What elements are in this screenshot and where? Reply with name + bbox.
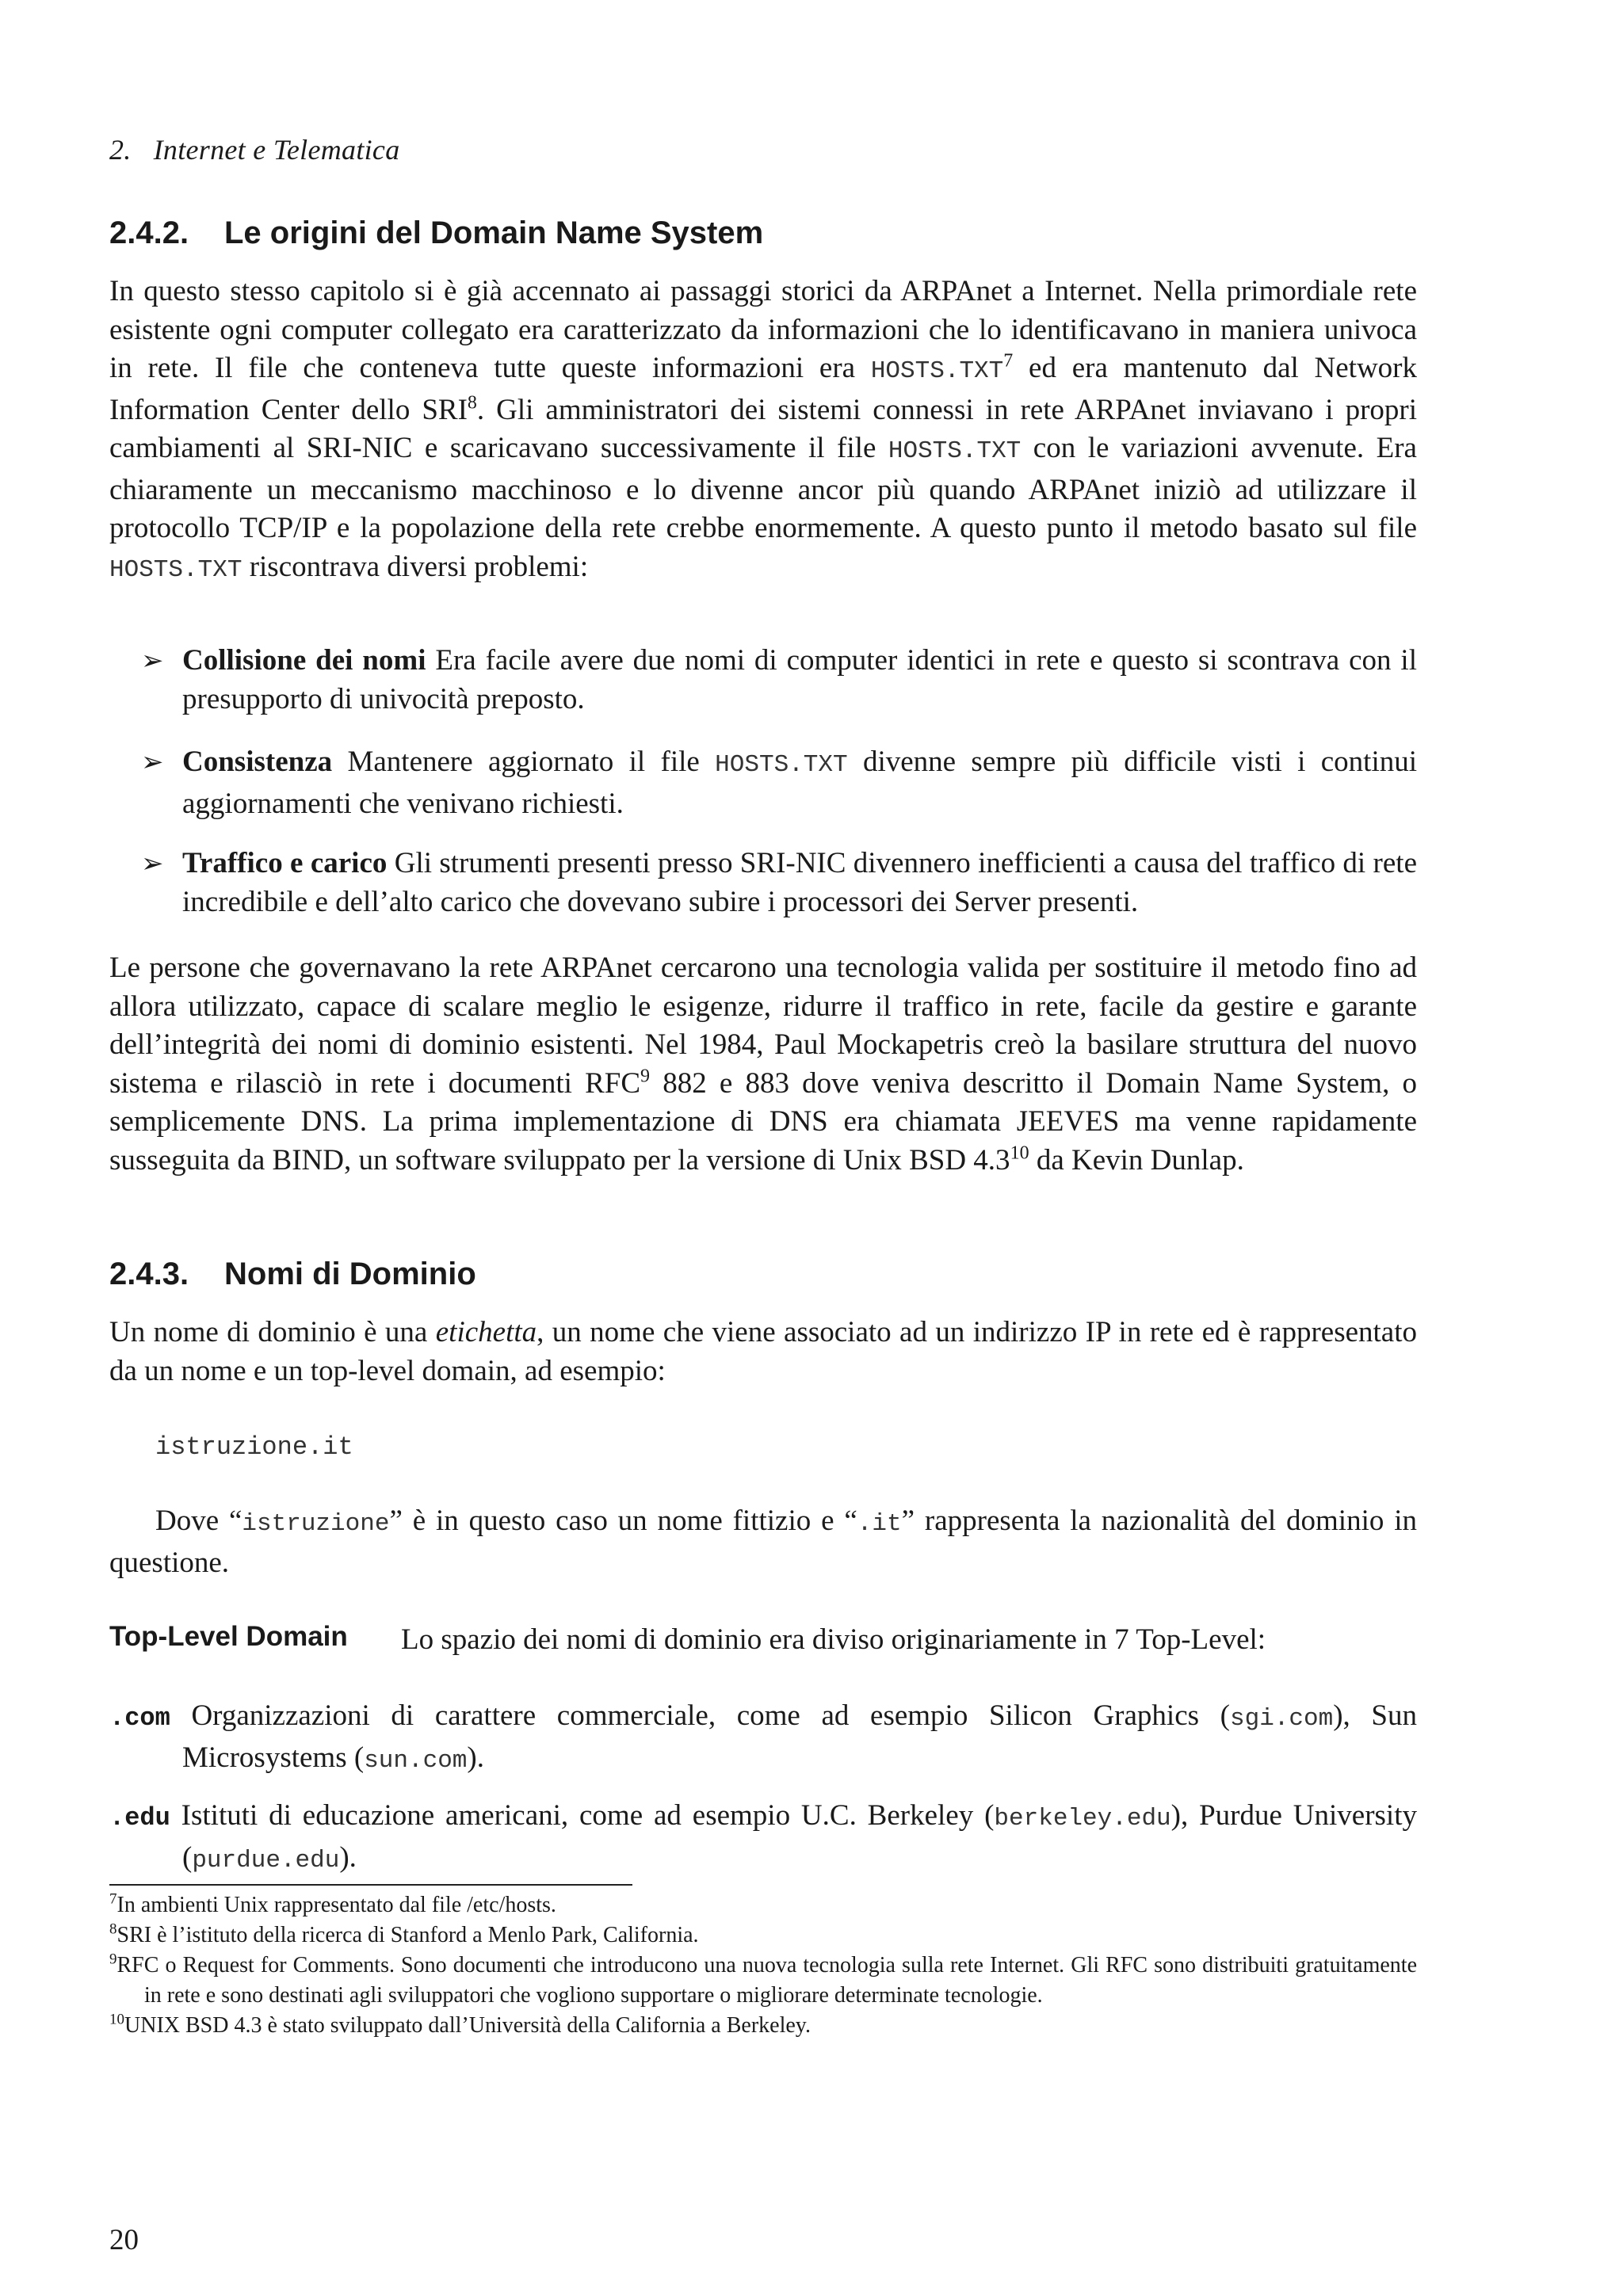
- code-inline: istruzione: [242, 1510, 390, 1538]
- paragraph-domain-name: [109, 1314, 1417, 1390]
- text-run: con le variazioni avvenute. Era chiaramente un meccanismo macchinoso e lo divenne ancor più quando ARPAnet iniziò ad utilizzare il protocollo TCP/IP e la popolazione della rete crebbe enormemente. A questo punto il metodo basato sul file: [109, 432, 1417, 544]
- chapter-title: Internet e Telematica: [153, 134, 400, 166]
- footnote-mark: 8: [109, 1920, 117, 1938]
- text-run: Organizzazioni di carattere commerciale, come ad esempio Silicon Graphics (: [170, 1699, 1230, 1732]
- text-run: ” rappresenta la nazionalità del dominio in questione.: [109, 1505, 1417, 1579]
- text-run: da Kevin Dunlap.: [1029, 1143, 1244, 1177]
- tld-description-item: [109, 1797, 1417, 1880]
- code-domain: sgi.com: [1229, 1705, 1334, 1733]
- arrow-bullet-icon: ➢: [141, 848, 164, 879]
- text-run: ).: [467, 1741, 484, 1774]
- footnote-text: RFC o Request for Comments. Sono documenti che introducono una nuova tecnologia sulla rete Internet. Gli RFC sono distribuiti gratuitamente in rete e sono destinati agli sviluppatori che vogliono supportare o migliorare determinate tecnologie.: [116, 1953, 1417, 2008]
- code-filename: HOSTS.TXT: [715, 751, 848, 779]
- footnote-text: UNIX BSD 4.3 è stato sviluppato dall’Università della California a Berkeley.: [124, 2013, 811, 2038]
- footnote-ref[interactable]: 7: [1003, 350, 1014, 372]
- list-item: [109, 743, 1417, 823]
- list-item-term: Collisione dei nomi: [182, 644, 426, 677]
- tld-term: .edu: [109, 1803, 170, 1833]
- footnote-divider: [109, 1884, 632, 1886]
- code-filename: HOSTS.TXT: [870, 357, 1004, 385]
- text-run: ” è in questo caso un nome fittizio e “: [389, 1505, 857, 1537]
- arrow-bullet-icon: ➢: [141, 746, 164, 778]
- text-run: Istituti di educazione americani, come ad esempio U.C. Berkeley (: [170, 1799, 995, 1832]
- chapter-number: 2.: [109, 134, 132, 166]
- paragraph-heading-tld: Top-Level Domain: [109, 1621, 348, 1652]
- footnotes: [109, 1890, 1417, 2041]
- arrow-bullet-icon: ➢: [141, 645, 164, 677]
- paragraph-dns-history: [109, 949, 1417, 1180]
- text-run: . Gli amministratori dei sistemi connessi in rete ARPAnet inviavano i propri cambiamenti al SRI-NIC e scaricavano successivamente il file: [109, 393, 1417, 464]
- text-run: ), Sun Microsystems (: [182, 1699, 1418, 1774]
- footnote-mark: 7: [109, 1890, 117, 1908]
- section-number: 2.4.3.: [109, 1257, 189, 1291]
- footnote-text: SRI è l’istituto della ricerca di Stanford a Menlo Park, California.: [116, 1923, 699, 1947]
- footnote-ref[interactable]: 9: [640, 1066, 651, 1087]
- text-run: riscontrava diversi problemi:: [242, 550, 589, 583]
- text-run: ).: [339, 1840, 357, 1874]
- list-item-text: divenne sempre più difficile visti i continui aggiornamenti che venivano richiesti.: [182, 746, 1418, 820]
- code-example: istruzione.it: [155, 1432, 353, 1462]
- footnote-mark: 10: [109, 2011, 124, 2028]
- code-filename: HOSTS.TXT: [888, 437, 1022, 465]
- running-header: [109, 133, 400, 166]
- code-domain: purdue.edu: [192, 1846, 340, 1875]
- paragraph-intro: [109, 273, 1417, 589]
- section-number: 2.4.2.: [109, 215, 189, 250]
- code-filename: HOSTS.TXT: [109, 555, 242, 584]
- section-title: Nomi di Dominio: [224, 1257, 476, 1291]
- paragraph-tld-intro: Lo spazio dei nomi di dominio era diviso originariamente in 7 Top-Level:: [401, 1623, 1266, 1656]
- tld-term: .com: [109, 1703, 170, 1733]
- text-run: Le persone che governavano la rete ARPAnet cercarono una tecnologia valida per sostituire il metodo fino ad allora utilizzato, capace di scalare meglio le esigenze, ridurre il traffico in rete, facile da gestire e garante dell’integrità dei nomi di dominio esistenti. Nel 1984, Paul Mockapetris creò la basilare struttura del nuovo sistema e rilasciò in rete i documenti RFC: [109, 952, 1417, 1100]
- list-item-text: Era facile avere due nomi di computer identici in rete e questo si scontrava con il presupporto di univocità preposto.: [182, 644, 1417, 715]
- code-inline: .it: [857, 1510, 902, 1538]
- section-title: Le origini del Domain Name System: [224, 215, 764, 250]
- section-heading-2-4-2: [109, 215, 763, 251]
- text-run: Dove “: [155, 1505, 242, 1537]
- footnote-text: In ambienti Unix rappresentato dal file /etc/hosts.: [116, 1893, 556, 1917]
- footnote: [109, 1920, 1417, 1951]
- footnote-ref[interactable]: 10: [1010, 1142, 1029, 1164]
- text-run: ed era mantenuto dal Network Information Center dello SRI: [109, 352, 1417, 426]
- footnote: [109, 2011, 1417, 2041]
- list-item-term: Consistenza: [182, 746, 333, 778]
- text-run: ), Purdue University (: [182, 1799, 1417, 1874]
- list-item-text: Mantenere aggiornato il file: [332, 746, 716, 778]
- code-domain: sun.com: [364, 1746, 468, 1775]
- text-run: Un nome di dominio è una: [109, 1316, 436, 1348]
- footnote-mark: 9: [109, 1951, 117, 1968]
- emphasis: etichetta: [435, 1316, 537, 1348]
- list-item: [109, 845, 1417, 921]
- footnote: [109, 1890, 1417, 1920]
- footnote-ref[interactable]: 8: [467, 392, 477, 414]
- code-domain: berkeley.edu: [994, 1805, 1171, 1833]
- section-heading-2-4-3: [109, 1257, 476, 1292]
- footnote: [109, 1951, 1417, 2011]
- paragraph-example-explanation: [109, 1502, 1417, 1582]
- list-item-text: Gli strumenti presenti presso SRI-NIC divennero inefficienti a causa del traffico di rete incredibile e dell’alto carico che dovevano subire i processori dei Server presenti.: [182, 847, 1417, 918]
- tld-description-item: [109, 1697, 1417, 1780]
- text-run: 882 e 883 dove veniva descritto il Domain Name System, o semplicemente DNS. La prima implementazione di DNS era chiamata JEEVES ma venne rapidamente susseguita da BIND, un software sviluppato per la versione di Unix BSD 4.3: [109, 1066, 1417, 1177]
- list-item-term: Traffico e carico: [182, 847, 388, 879]
- text-run: In questo stesso capitolo si è già accennato ai passaggi storici da ARPAnet a Internet. Nella primordiale rete esistente ogni computer collegato era caratterizzato da informazioni che lo identificavano in maniera univoca in rete. Il file che conteneva tutte queste informazioni era: [109, 275, 1417, 384]
- page-number: 20: [109, 2224, 139, 2256]
- text-run: , un nome che viene associato ad un indirizzo IP in rete ed è rappresentato da un nome e un top-level domain, ad esempio:: [109, 1316, 1417, 1387]
- list-item: [109, 642, 1417, 719]
